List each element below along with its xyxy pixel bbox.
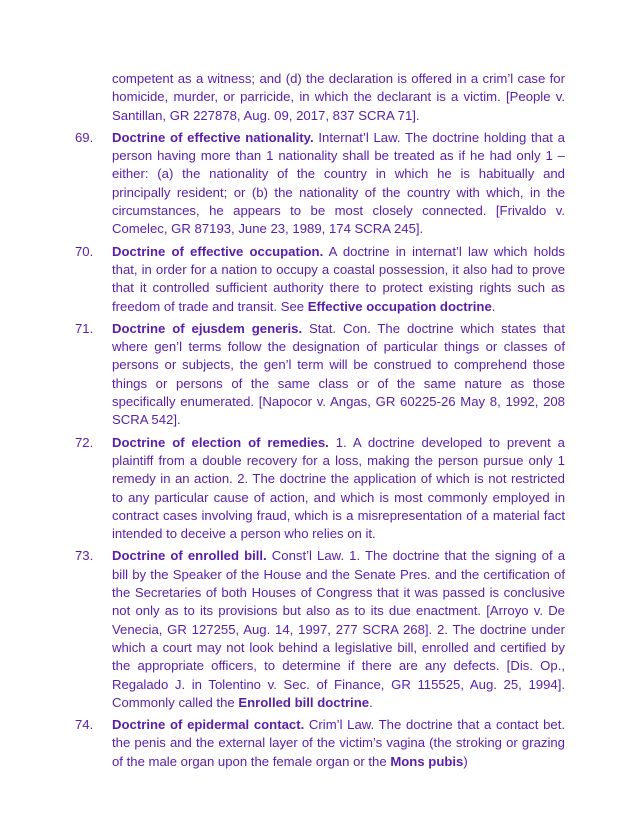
entry-definition: 1. A doctrine developed to prevent a plaintiff from a double recovery for a loss, making the person pursue only 1 remedy in an action. 2. The doctrine the application of which is not restricted to any particular cause of action, and which is most commonly employed in contract cases involving fraud, which is a misrepresentation of a material fact intended to deceive a person who relies on it.: [112, 434, 565, 542]
glossary-entry-69: [75, 129, 565, 239]
entry-number: 69.: [75, 129, 94, 145]
glossary-entry-71: [75, 320, 565, 430]
entry-number: 74.: [75, 717, 94, 733]
entry-definition: A doctrine in internat’l law which holds that, in order for a nation to occupy a coastal possession, it also had to prove that it controlled sufficient authority there to protect existing rights such as freedom of trade and transit. See: [112, 243, 565, 314]
entry-definition: Const’l Law. 1. The doctrine that the signing of a bill by the Speaker of the House and the Senate Pres. and the certification of the Secretaries of both Houses of Congress that it was passed is conclusive not only as to its provisions but also as to its due enactment. [Arroyo v. De Venecia, GR 127255, Aug. 14, 1997, 277 SCRA 268]. 2. The doctrine under which a court may not look behind a legislative bill, enrolled and certified by the appropriate officers, to determine if there are any defects. [Dis. Op., Regalado J. in Tolentino v. Sec. of Finance, GR 115525, Aug. 25, 1994]. Commonly called the: [112, 548, 565, 710]
entry-term: Doctrine of ejusdem generis.: [112, 320, 303, 336]
glossary-entry-73: [75, 547, 565, 712]
entry-term: Doctrine of epidermal contact.: [112, 717, 305, 733]
glossary-entry-70: [75, 243, 565, 316]
glossary-text: [75, 70, 565, 771]
entry-tail: .: [369, 694, 373, 710]
entry-tail: .: [491, 298, 496, 314]
entry-definition: Stat. Con. The doctrine which states that where gen’l terms follow the designation of particular things or classes of persons or subjects, the gen’l term will be construed to comprehend those things or persons of the same class or of the same nature as those specifically enumerated. [Napocor v. Angas, GR 60225-26 May 8, 1992, 208 SCRA 542].: [112, 320, 565, 428]
cross-reference: Mons pubis: [390, 753, 464, 769]
entry-term: Doctrine of enrolled bill.: [112, 548, 267, 564]
entry-definition: Crim’l Law. The doctrine that a contact bet. the penis and the external layer of the victim’s vagina (the stroking or grazing of the male organ upon the female organ or the: [112, 717, 565, 769]
continued-entry-text: competent as a witness; and (d) the declaration is offered in a crim’l case for homicide, murder, or parricide, in which the declarant is a victim. [People v. Santillan, GR 227878, Aug. 09, 2017, 837 SCRA 71].: [112, 71, 565, 123]
entry-term: Doctrine of effective occupation.: [112, 243, 324, 259]
entry-tail: ): [463, 753, 468, 769]
entry-number: 71.: [75, 320, 94, 336]
entry-number: 72.: [75, 434, 94, 450]
entry-definition: Internat’l Law. The doctrine holding that a person having more than 1 nationality shall be treated as if he had only 1 – either: (a) the nationality of the country in which he is habitually and principally resident; or (b) the nationality of the country with which, in the circumstances, he appears to be most closely connected. [Frivaldo v. Comelec, GR 87193, June 23, 1989, 174 SCRA 245].: [112, 129, 565, 237]
cross-reference: Enrolled bill doctrine: [238, 694, 370, 710]
cross-reference: Effective occupation doctrine: [307, 298, 492, 314]
entry-term: Doctrine of effective nationality.: [112, 129, 314, 145]
entry-number: 70.: [75, 243, 94, 259]
entry-number: 73.: [75, 548, 94, 564]
glossary-entry-74: [75, 716, 565, 771]
entry-term: Doctrine of election of remedies.: [112, 434, 329, 450]
glossary-entry-72: [75, 434, 565, 544]
